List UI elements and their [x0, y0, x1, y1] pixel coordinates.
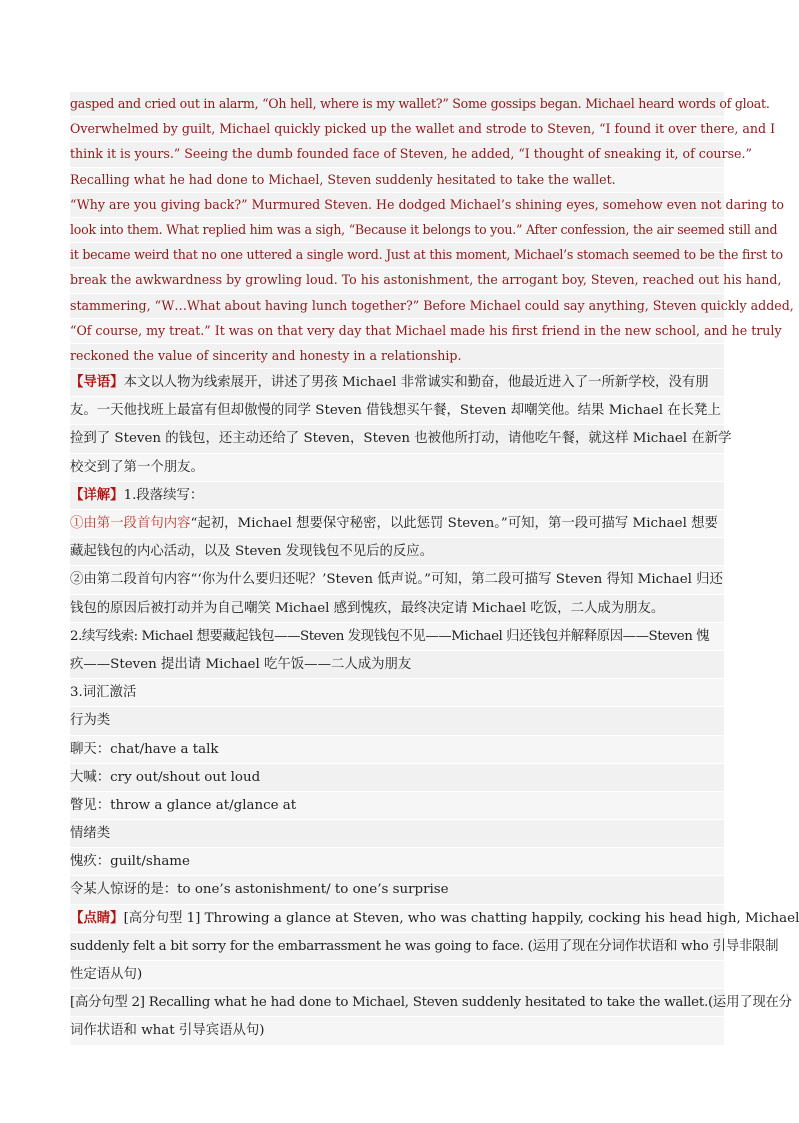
story-line-2: Overwhelmed by guilt, Michael quickly picked up the wallet and strode to Steven, “I found it over there, and I	[70, 117, 724, 142]
guide-line-2: 友。一天他找班上最富有但却傲慢的同学 Steven 借钱想买午餐，Steven 却嘲笑他。结果 Michael 在长凳上	[70, 397, 724, 425]
story-line-10: “Of course, my treat.” It was on that very day that Michael made his first friend in the new school, and he truly	[70, 319, 724, 344]
vocab-item-chat: 聊天：chat/have a talk	[70, 736, 724, 764]
story-line-8: break the awkwardness by growling loud. To his astonishment, the arrogant boy, Steven, reached out his hand,	[70, 268, 724, 293]
highlight-line-3: 性定语从句)	[70, 961, 724, 989]
detail-point-1-line-1: ①由第一段首句内容“起初，Michael 想要保守秘密，以此惩罚 Steven。”可知，第一段可描写 Michael 想要	[70, 510, 724, 538]
detail-point-2-line-1: ②由第二段首句内容“‘你为什么要归还呢？’Steven 低声说。”可知，第二段可描写 Steven 得知 Michael 归还	[70, 566, 724, 594]
story-line-6: look into them. What replied him was a sigh, “Because it belongs to you.” After confession, the air seemed still and	[70, 218, 724, 243]
highlight-line-5: 词作状语和 what 引导宾语从句)	[70, 1017, 724, 1045]
vocab-category-behavior: 行为类	[70, 707, 724, 735]
guide-line-1: 【导语】本文以人物为线索展开，讲述了男孩 Michael 非常诚实和勤奋，他最近进入了一所新学校，没有朋	[70, 369, 724, 397]
story-line-11: reckoned the value of sincerity and honesty in a relationship.	[70, 344, 724, 369]
highlight-line-2: suddenly felt a bit sorry for the embarrassment he was going to face. (运用了现在分词作状语和 who 引导非限制	[70, 933, 724, 961]
vocab-heading: 3.词汇激活	[70, 679, 724, 707]
story-line-9: stammering, “W…What about having lunch together?” Before Michael could say anything, Steven quickly added,	[70, 294, 724, 319]
clue-line-2: 疚——Steven 提出请 Michael 吃午饭——二人成为朋友	[70, 651, 724, 679]
guide-line-4: 校交到了第一个朋友。	[70, 454, 724, 482]
detail-tag: 【详解】	[70, 486, 124, 503]
highlight-tag: 【点睛】	[70, 909, 124, 926]
detail-point-2-line-2: 钱包的原因后被打动并为自己嘲笑 Michael 感到愧疚，最终决定请 Michael 吃饭，二人成为朋友。	[70, 595, 724, 623]
content-block	[70, 92, 799, 1046]
vocab-item-astonishment: 令某人惊讶的是：to one’s astonishment/ to one’s surprise	[70, 876, 724, 904]
vocab-category-emotion: 情绪类	[70, 820, 724, 848]
story-line-3: think it is yours.” Seeing the dumb founded face of Steven, he added, “I thought of sneaking it, of course.”	[70, 142, 724, 167]
vocab-item-glance: 瞥见：throw a glance at/glance at	[70, 792, 724, 820]
detail-point-1-line-2: 藏起钱包的内心活动，以及 Steven 发现钱包不见后的反应。	[70, 538, 724, 566]
story-line-1: gasped and cried out in alarm, “Oh hell, where is my wallet?” Some gossips began. Michael heard words of gloat.	[70, 92, 724, 117]
highlight-line-1: 【点睛】[高分句型 1] Throwing a glance at Steven, who was chatting happily, cocking his head high, Michael	[70, 905, 724, 933]
story-paragraphs	[70, 92, 794, 369]
vocab-item-shout: 大喊：cry out/shout out loud	[70, 764, 724, 792]
story-line-5: “Why are you giving back?” Murmured Steven. He dodged Michael’s shining eyes, somehow even not daring to	[70, 193, 724, 218]
detail-heading: 【详解】1.段落续写：	[70, 482, 724, 510]
vocab-item-guilt: 愧疚：guilt/shame	[70, 848, 724, 876]
guide-tag: 【导语】	[70, 374, 124, 391]
story-line-4: Recalling what he had done to Michael, Steven suddenly hesitated to take the wallet.	[70, 168, 724, 193]
clue-line-1: 2.续写线索: Michael 想要藏起钱包——Steven 发现钱包不见——Michael 归还钱包并解释原因——Steven 愧	[70, 623, 724, 651]
guide-line-3: 捡到了 Steven 的钱包，还主动还给了 Steven，Steven 也被他所打动，请他吃午餐，就这样 Michael 在新学	[70, 425, 724, 453]
story-line-7: it became weird that no one uttered a single word. Just at this moment, Michael’s stomach seemed to be the first to	[70, 243, 724, 268]
highlight-line-4: [高分句型 2] Recalling what he had done to Michael, Steven suddenly hesitated to take the wallet.(运用了现在分	[70, 989, 724, 1017]
